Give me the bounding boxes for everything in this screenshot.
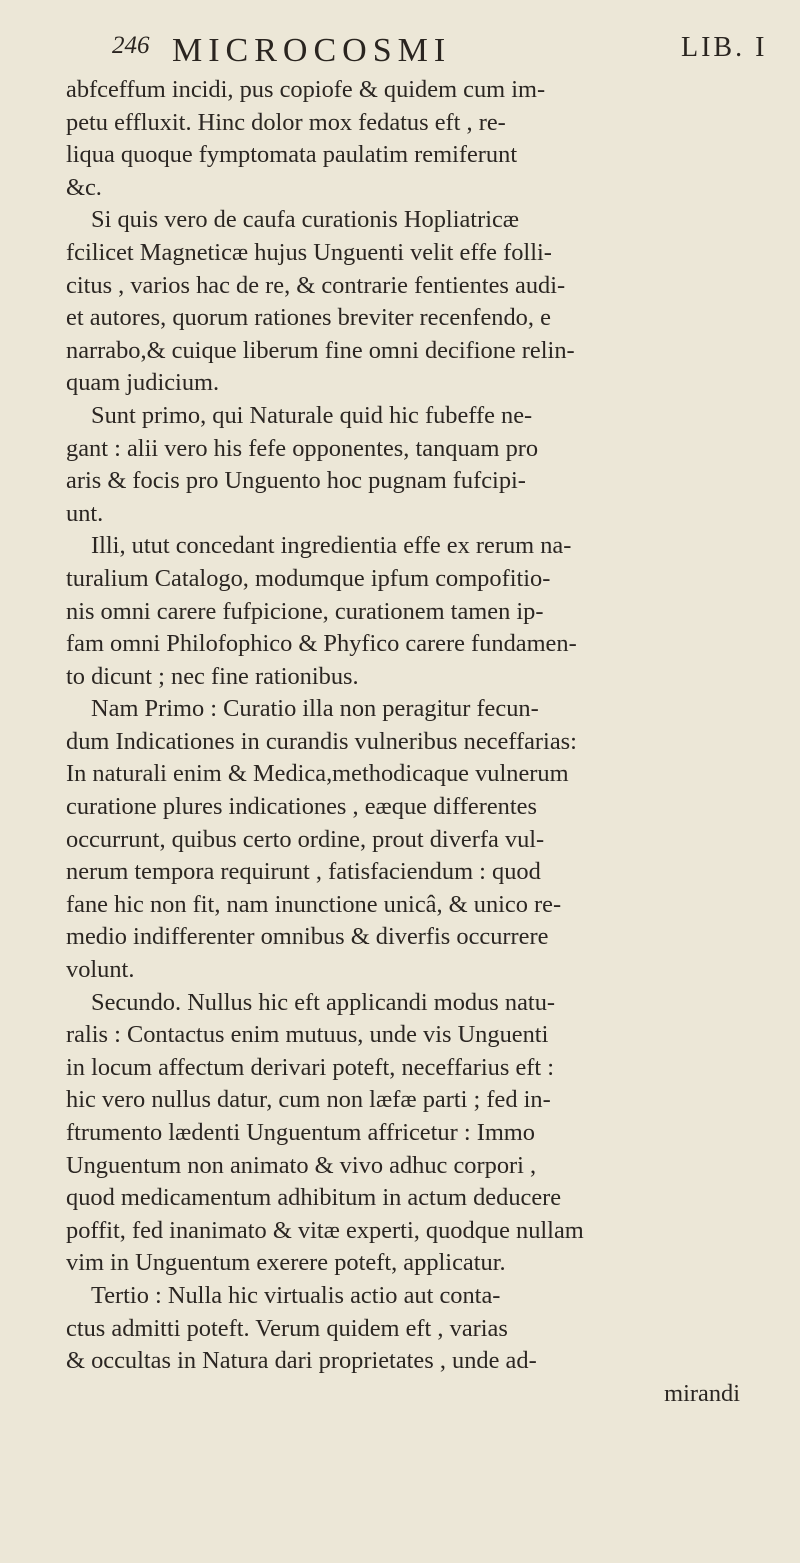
paragraph-start-line: Secundo. Nullus hic eft applicandi modus natu- bbox=[91, 988, 556, 1016]
text-line: poffit, fed inanimato & vitæ experti, quodque nullam bbox=[66, 1216, 584, 1244]
text-line: narrabo,& cuique liberum fine omni decifione relin- bbox=[66, 336, 575, 364]
text-line: curatione plures indicationes , eæque differentes bbox=[66, 793, 537, 821]
text-line: citus , varios hac de re, & contrarie fentientes audi- bbox=[66, 271, 566, 299]
text-line: hic vero nullus datur, cum non læfæ parti ; fed in- bbox=[66, 1086, 551, 1114]
text-line: fane hic non fit, nam inunctione unicâ, & unico re- bbox=[66, 890, 562, 918]
paragraph-start-line: Si quis vero de caufa curationis Hopliatricæ bbox=[91, 206, 520, 234]
text-line: fcilicet Magneticæ hujus Unguenti velit effe folli- bbox=[66, 238, 552, 266]
running-header bbox=[66, 30, 776, 74]
text-line: unt. bbox=[66, 499, 104, 527]
text-line: ralis : Contactus enim mutuus, unde vis Unguenti bbox=[66, 1021, 549, 1049]
text-line: turalium Catalogo, modumque ipfum compofitio- bbox=[66, 564, 551, 592]
paragraph-start-line: Sunt primo, qui Naturale quid hic fubeffe ne- bbox=[91, 401, 533, 429]
text-line: liqua quoque fymptomata paulatim remiferunt bbox=[66, 141, 518, 169]
page-number: 246 bbox=[112, 32, 150, 59]
text-line: volunt. bbox=[66, 956, 135, 984]
text-line: in locum affectum derivari poteft, neceffarius eft : bbox=[66, 1053, 555, 1081]
paragraph-start-line: Tertio : Nulla hic virtualis actio aut conta- bbox=[91, 1281, 501, 1309]
text-line: fam omni Philofophico & Phyfico carere fundamen- bbox=[66, 630, 577, 658]
catchword: mirandi bbox=[664, 1379, 740, 1407]
text-line: to dicunt ; nec fine rationibus. bbox=[66, 662, 359, 690]
text-line: medio indifferenter omnibus & diverfis occurrere bbox=[66, 923, 549, 951]
text-line: nis omni carere fufpicione, curationem tamen ip- bbox=[66, 597, 544, 625]
text-line: Unguentum non animato & vivo adhuc corpori , bbox=[66, 1151, 537, 1179]
text-line: & occultas in Natura dari proprietates , unde ad- bbox=[66, 1347, 537, 1375]
text-line: petu effluxit. Hinc dolor mox fedatus eft , re- bbox=[66, 108, 506, 136]
text-line: gant : alii vero his fefe opponentes, tanquam pro bbox=[66, 434, 539, 462]
text-line: et autores, quorum rationes breviter recenfendo, e bbox=[66, 304, 551, 332]
text-line: quod medicamentum adhibitum in actum deducere bbox=[66, 1184, 562, 1212]
running-title: MICROCOSMI bbox=[172, 32, 452, 69]
book-number: LIB. I bbox=[681, 32, 768, 63]
paragraph-start-line: Illi, utut concedant ingredientia effe ex rerum na- bbox=[91, 532, 572, 560]
text-line: vim in Unguentum exerere poteft, applicatur. bbox=[66, 1249, 506, 1277]
text-line: abfceffum incidi, pus copiofe & quidem cum im- bbox=[66, 76, 546, 103]
text-line: ftrumento lædenti Unguentum affricetur : Immo bbox=[66, 1119, 535, 1146]
body-text bbox=[66, 74, 776, 1410]
text-line: dum Indicationes in curandis vulneribus neceffarias: bbox=[66, 727, 577, 755]
text-line: aris & focis pro Unguento hoc pugnam fufcipi- bbox=[66, 467, 526, 495]
text-line: nerum tempora requirunt , fatisfaciendum : quod bbox=[66, 858, 541, 886]
text-line: occurrunt, quibus certo ordine, prout diverfa vul- bbox=[66, 825, 545, 853]
paragraph-start-line: Nam Primo : Curatio illa non peragitur fecun- bbox=[91, 695, 539, 723]
text-line: &c. bbox=[66, 173, 102, 201]
text-line: ctus admitti poteft. Verum quidem eft , varias bbox=[66, 1314, 508, 1342]
text-line: In naturali enim & Medica,methodicaque vulnerum bbox=[66, 760, 569, 788]
text-line: quam judicium. bbox=[66, 369, 220, 397]
